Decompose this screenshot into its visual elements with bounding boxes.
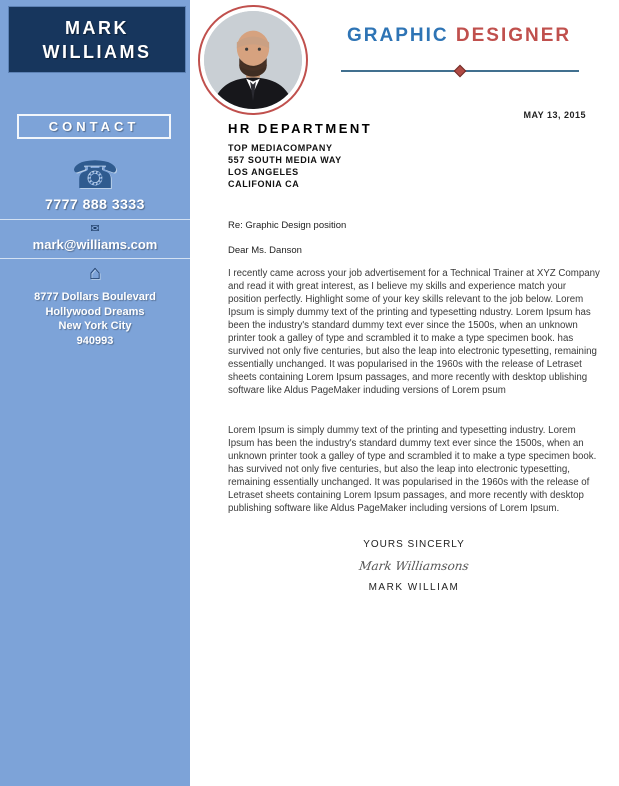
contact-heading: CONTACT	[17, 114, 171, 139]
closing-block	[228, 539, 600, 593]
signature-script: Mark Williamsons	[358, 559, 470, 573]
salutation: Dear Ms. Danson	[228, 245, 302, 256]
sidebar-divider	[0, 258, 190, 259]
phone-icon: ☎	[71, 155, 119, 197]
address-line: Hollywood Dreams	[45, 305, 145, 318]
recipient-line: TOP MEDIACOMPANY	[228, 143, 333, 153]
subject-line: Re: Graphic Design position	[228, 220, 347, 231]
letter-body	[228, 121, 600, 593]
person-avatar	[204, 11, 302, 109]
address-line: 8777 Dollars Boulevard	[34, 291, 156, 303]
title-designer: DESIGNER	[455, 25, 572, 46]
document-title	[347, 25, 571, 47]
sidebar-divider	[0, 219, 190, 220]
address-line: New York City	[58, 320, 132, 332]
sidebar	[0, 0, 190, 786]
address-block	[0, 290, 190, 348]
profile-photo-frame	[198, 5, 308, 115]
divider-diamond-icon	[454, 65, 467, 78]
closing-salutation: YOURS SINCERLY	[363, 539, 465, 550]
title-rule	[341, 70, 579, 72]
recipient-line: 557 SOUTH MEDIA WAY	[228, 155, 342, 165]
letter-date: MAY 13, 2015	[523, 110, 586, 120]
name-line1: MARK	[65, 17, 129, 38]
letter-paragraph-1: I recently came across your job advertisement for a Technical Trainer at XYZ Company and read it with great interest, as I believe my skills and experience match your position perfectly. Highlight some of your key skills relevant to the job below. Lorem Ipsum is simply dummy text of the printing and typesetting ndustry. Lorem Ipsum has been the industry's standard dummy text ever since the 1500s, when an unknown printer took a galley of type and scrambled it to make a type specimen book. has survived not only five centuries, but also the leap into electronic typesetting, remaining essentially unchanged. It was popularised in the 1960s with the release of Letraset sheets containing Lorem Ipsum passages, and more recently with desktop ublishing software like Aldus PageMaker induding versions of Lorem psum	[228, 268, 600, 396]
name-box	[8, 6, 186, 73]
recipient-heading: HR DEPARTMENT	[228, 121, 373, 136]
recipient-line: CALIFONIA CA	[228, 179, 300, 189]
address-icon: ⌂	[88, 262, 102, 284]
profile-photo	[204, 11, 302, 109]
title-graphic: GRAPHIC	[347, 25, 449, 46]
phone-number: 7777 888 3333	[45, 196, 145, 212]
email-icon: ✉	[90, 223, 100, 235]
email-address: mark@williams.com	[32, 237, 158, 252]
recipient-address	[228, 142, 600, 190]
address-line: 940993	[76, 334, 114, 347]
name-line2: WILLIAMS	[42, 41, 152, 62]
letter-paragraph-2: Lorem Ipsum is simply dummy text of the printing and typesetting industry. Lorem Ipsum has been the industry's standard dummy text ever since the 1500s, when an unknown printer took a galley of type and scrambled it to make a type specimen book. has survived not only five centuries, but also the leap into electronic typesetting, remaining essentially unchanged. It was popularised in the 1960s with the release of Letraset sheets containing Lorem Ipsum passages, and more recently with desktop publishing software like Aldus PageMaker including versions of Lorem Ipsum.	[228, 425, 597, 514]
recipient-line: LOS ANGELES	[228, 167, 299, 177]
signature-name: MARK WILLIAM	[368, 582, 460, 593]
